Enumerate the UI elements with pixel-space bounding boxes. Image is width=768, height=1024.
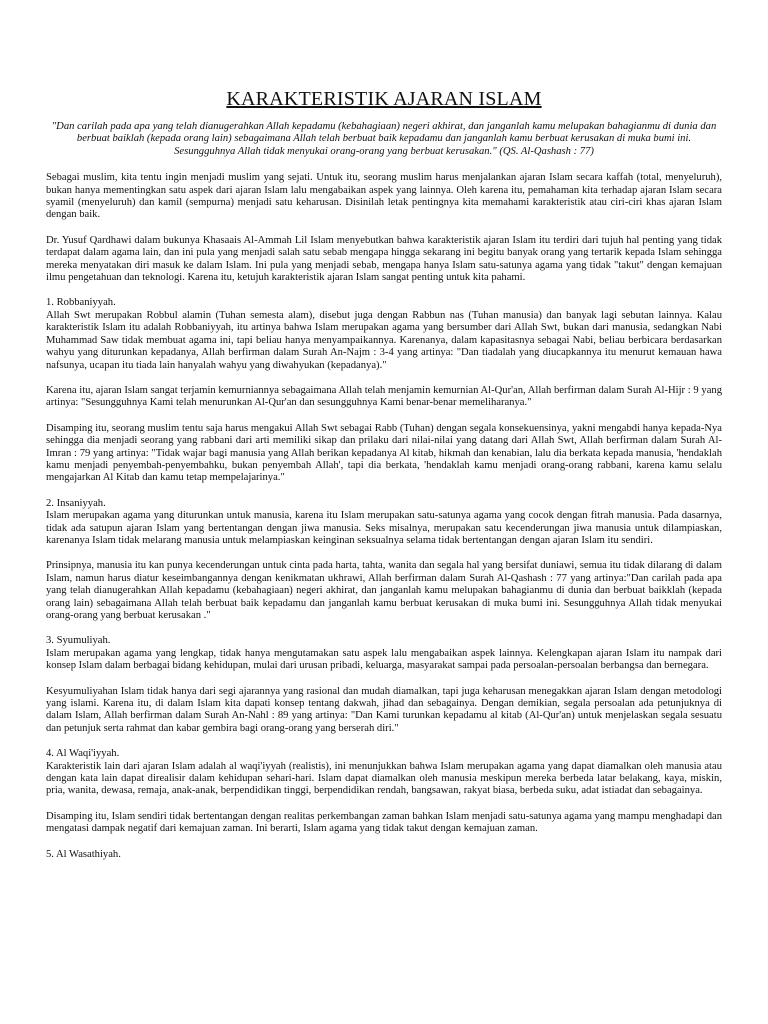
section-insaniyyah (46, 498, 722, 623)
section-heading: 4. Al Waqi'iyyah. (46, 748, 120, 760)
section-al-waqiiyyah (46, 748, 722, 835)
section-heading: 2. Insaniyyah. (46, 497, 106, 509)
section-paragraph: Disamping itu, seorang muslim tentu saja harus mengakui Allah Swt sebagai Rabb (Tuhan) dengan segala konsekuensinya, yakni mengabdi hanya kepada-Nya sehingga dia menjadi seorang yang rabbani dari arti memiliki sikap dan prilaku dari nilai-nilai yang datang dari Allah Swt, Allah berfirman dalam Surah Al-Imran : 79 yang artinya: "Tidak wajar bagi manusia yang Allah berikan kepadanya Al kitab, hikmah dan kenabian, lalu dia berkata kepada manusia, 'hendaklah kamu menjadi penyembah-penyembahku, bukan penyembah Allah', tapi dia berkata, 'hendaklah kamu menjadi orang-orang rabbani, karena kamu selalu mengajarkan Al Kitab dan kamu tetap mempelajarinya." (46, 422, 722, 484)
section-paragraph: Prinsipnya, manusia itu kan punya kecenderungan untuk cinta pada harta, tahta, wanita dan segala hal yang bersifat duniawi, semua itu tidak dilarang di dalam Islam, namun harus diatur keseimbangannya dengan kenikmatan ukhrawi, Allah berfirman dalam Surah Al-Qashash : 77 yang artinya:"Dan carilah pada apa yang telah dianugerahkan Allah kepadamu (kebahagiaan) negeri akhirat, dan janganlah kamu melupakan bahagianmu di dunia dan berbuat baikklah (kepada orang lain) sebagaimana Allah telah berbuat baik kepadamu dan janganlah kamu berbuat kerusakan di muka bumi ini. Sesungguhnya Allah tidak menyukai orang-orang yang berbuat kerusakan ." (46, 560, 722, 621)
section-paragraph: Islam merupakan agama yang diturunkan untuk manusia, karena itu Islam merupakan satu-satunya agama yang cocok dengan fitrah manusia. Pada dasarnya, tidak ada satupun ajaran Islam yang bertentangan dengan jiwa manusia. Seks misalnya, merupakan satu kecenderungan jiwa manusia untuk dilampiaskan, karenanya Islam tidak melarang manusia untuk melampiaskan keinginan seksualnya selama tidak bertentangan dengan ajaran Islam itu sendiri. (46, 510, 722, 546)
section-syumuliyah (46, 635, 722, 735)
section-paragraph: Karakteristik lain dari ajaran Islam adalah al waqi'iyyah (realistis), ini menunjukkan bahwa Islam merupakan agama yang dapat diamalkan oleh manusia atau dengan kata lain dapat direalisir dalam kehidupan sehari-hari. Islam dapat diamalkan oleh manusia meskipun mereka berbeda latar belakang, kaya, miskin, pria, wanita, dewasa, remaja, anak-anak, berpendidikan tinggi, berpendidikan rendah, bangsawan, rakyat biasa, berbeda suku, adat istiadat dan sebagainya. (46, 760, 722, 797)
section-robbaniyyah (46, 297, 722, 484)
section-heading: 1. Robbaniyyah. (46, 297, 116, 309)
section-paragraph: Disamping itu, Islam sendiri tidak bertentangan dengan realitas perkembangan zaman bahkan Islam menjadi satu-satunya agama yang mampu menghadapi dan mengatasi dampak negatif dari kemajuan zaman. Ini berarti, Islam agama yang tidak takut dengan kemajuan zaman. (46, 810, 722, 835)
intro-paragraph: Dr. Yusuf Qardhawi dalam bukunya Khasaais Al-Ammah Lil Islam menyebutkan bahwa karakteristik ajaran Islam itu terdiri dari tujuh hal penting yang tidak terdapat dalam agama lain, dan ini pula yang menjadi salah satu sebab mengapa hingga sekarang ini begitu banyak orang yang tertarik kepada Islam sehingga mereka menyatakan diri masuk ke dalam Islam. Ini pula yang menjadi sebab, mengapa hanya Islam satu-satunya agama yang tidak "takut" dengan kemajuan ilmu pengetahuan dan teknologi. Karena itu, ketujuh karakteristik ajaran Islam sangat penting untuk kita pahami. (46, 234, 722, 284)
section-heading: 3. Syumuliyah. (46, 635, 111, 647)
document-title: KARAKTERISTIK AJARAN ISLAM (226, 88, 542, 110)
section-paragraph: Karena itu, ajaran Islam sangat terjamin kemurniannya sebagaimana Allah telah menjamin kemurnian Al-Qur'an, Allah berfirman dalam Surah Al-Hijr : 9 yang artinya: "Sesungguhnya Kami telah menurunkan Al-Qur'an dan sesungguhnya Kami benar-benar memeliharanya." (46, 384, 722, 409)
section-al-wasathiyah (46, 849, 722, 861)
section-heading: 5. Al Wasathiyah. (46, 848, 121, 860)
epigraph-quote: "Dan carilah pada apa yang telah dianugerahkan Allah kepadamu (kebahagiaan) negeri akhirat, dan janganlah kamu melupakan bahagianmu di dunia dan berbuat baiklah (kepada orang lain) sebagaimana Allah telah berbuat baik kepadamu dan janganlah kamu berbuat kerusakan di muka bumi ini. Sesungguhnya Allah tidak menyukai orang-orang yang berbuat kerusakan." (QS. Al-Qashash : 77) (51, 121, 717, 157)
intro-paragraph: Sebagai muslim, kita tentu ingin menjadi muslim yang sejati. Untuk itu, seorang muslim harus menjalankan ajaran Islam secara kaffah (total, menyeluruh), bukan hanya mementingkan satu aspek dari ajaran Islam lalu mengabaikan aspek yang lainnya. Oleh karena itu, pemahaman kita terhadap ajaran Islam secara syamil (menyeluruh) dan kamil (sempurna) menjadi satu keharusan. Disinilah letak pentingnya kita memahami karakteristik atau ciri-ciri khas ajaran Islam dengan baik. (46, 172, 722, 221)
section-paragraph: Kesyumuliyahan Islam tidak hanya dari segi ajarannya yang rasional dan mudah diamalkan, tapi juga keharusan menegakkan ajaran Islam dengan metodologi yang islami. Karena itu, di dalam Islam kita dapati konsep tentang dakwah, jihad dan sebagainya. Dengan demikian, segala persoalan ada petunjuknya di dalam Islam, Allah berfirman dalam Surah An-Nahl : 89 yang artinya: "Dan Kami turunkan kepadamu al kitab (Al-Qur'an) untuk menjelaskan segala sesuatu dan petunjuk serta rahmat dan kabar gembira bagi orang-orang yang berserah diri." (46, 685, 722, 734)
section-paragraph: Allah Swt merupakan Robbul alamin (Tuhan semesta alam), disebut juga dengan Rabbun nas (Tuhan manusia) dan banyak lagi sebutan lainnya. Kalau karakteristik Islam itu adalah Robbaniyyah, itu artinya bahwa Islam merupakan agama yang bersumber dari Allah Swt, bukan dari manusia, sedangkan Nabi Muhammad Saw tidak membuat agama ini, tapi beliau hanya menyampaikannya. Karenanya, dalam kapasitasnya sebagai Nabi, beliau berbicara berdasarkan wahyu yang diturunkan kepadanya, Allah berfirman dalam Surah An-Najm : 3-4 yang artinya: "Dan tiadalah yang diucapkannya itu menurut kemauan hawa nafsunya, ucapan itu tiada lain hanyalah wahyu yang diwahyukan (kepadanya)." (46, 309, 722, 371)
section-paragraph: Islam merupakan agama yang lengkap, tidak hanya mengutamakan satu aspek lalu mengabaikan aspek lainnya. Kelengkapan ajaran Islam itu nampak dari konsep Islam dalam berbagai bidang kehidupan, mulai dari urusan pribadi, keluarga, masyarakat sampai pada persoalan-persoalan berbangsa dan bernegara. (46, 647, 722, 672)
